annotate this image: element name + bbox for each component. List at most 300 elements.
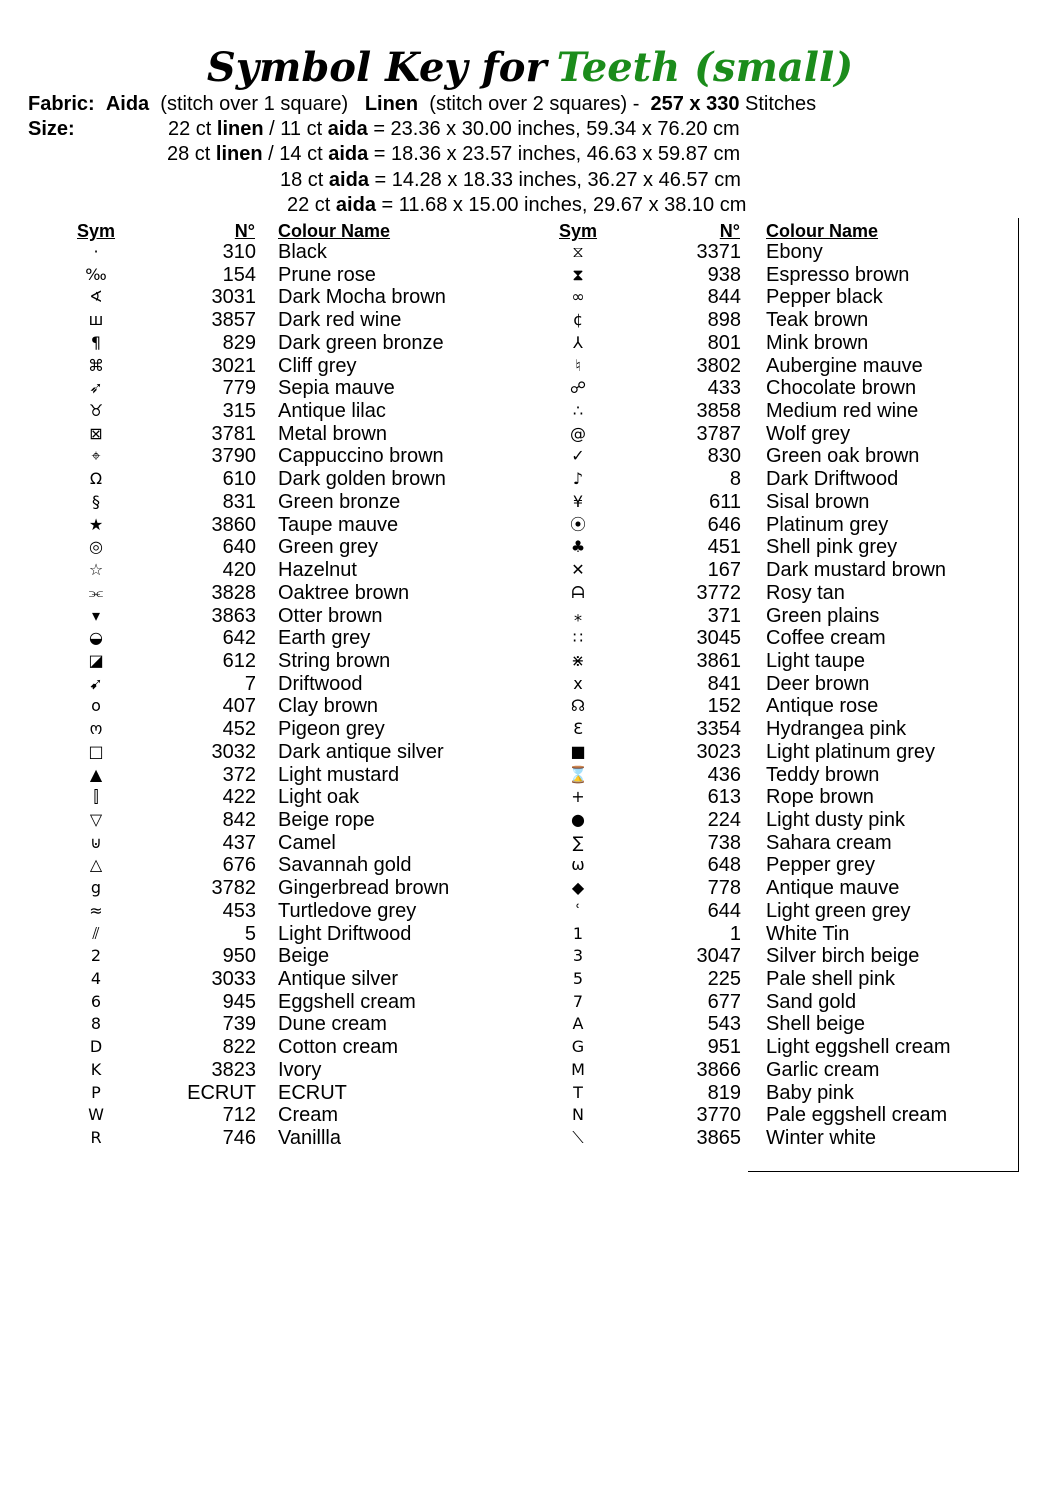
colour-row [0,355,1060,378]
colour-name: Dark antique silver [278,740,444,763]
colour-row [0,514,1060,537]
colour-name: Teak brown [766,309,869,332]
colour-number: 3863 [211,604,256,627]
symbol-glyph: Ω [89,469,103,489]
colour-number: 3828 [211,581,256,604]
colour-name: Pepper grey [766,854,875,877]
colour-name: Vanillla [278,1127,341,1150]
colour-row [0,900,1060,923]
colour-name: ECRUT [278,1081,347,1104]
colour-number: 831 [222,490,256,513]
colour-name: Chocolate brown [766,377,917,400]
colour-row [0,718,1060,741]
right-header-sym: Sym [559,221,598,241]
symbol-glyph: ⧗ [572,264,584,284]
colour-row [0,968,1060,991]
colour-name: Dark Driftwood [766,468,899,491]
colour-name: Mink brown [766,331,869,354]
colour-name: Cream [278,1104,339,1127]
colour-row [0,945,1060,968]
right-header-num: N° [719,221,740,241]
symbol-glyph: · [93,242,99,261]
colour-name: Light Driftwood [278,922,412,945]
colour-row [0,559,1060,582]
colour-number: 225 [707,968,741,991]
size-line-3: 18 ct aida = 14.28 x 18.33 inches, 36.27 x 46.57 cm [280,169,741,191]
symbol-glyph: K [90,1059,102,1079]
symbol-glyph: ★ [88,514,104,534]
colour-number: 8 [729,468,741,491]
colour-number: 746 [222,1127,256,1150]
fabric-aida-note: (stitch over 1 square) [160,93,349,115]
colour-name: Antique rose [766,695,879,718]
colour-name: Light green grey [766,899,911,922]
colour-name: Earth grey [278,627,371,650]
symbol-glyph: 2 [90,946,102,966]
colour-name: Beige [278,945,330,968]
colour-number: 167 [707,559,741,582]
colour-number: 451 [707,536,741,559]
colour-number: 407 [222,695,256,718]
symbol-glyph: ⊠ [89,423,103,443]
colour-number: 3033 [211,968,256,991]
colour-number: 3772 [696,581,741,604]
colour-number: 648 [707,854,741,877]
colour-number: 3023 [696,740,741,763]
colour-name: Medium red wine [766,400,919,423]
pattern-name: Teeth (small) [556,44,854,91]
left-header-name: Colour Name [278,221,391,241]
colour-name: Rosy tan [766,581,845,604]
colour-row [0,650,1060,673]
colour-row [0,605,1060,628]
colour-number: 3354 [696,718,741,741]
colour-name: Camel [278,831,336,854]
symbol-glyph: x [573,673,583,693]
colour-name: Garlic cream [766,1058,880,1081]
left-header-num: N° [234,221,255,241]
colour-number: 841 [707,672,741,695]
colour-number: 371 [707,604,741,627]
colour-name: Ebony [766,241,823,263]
colour-number: 677 [707,990,741,1013]
colour-number: 5 [244,922,256,945]
symbol-glyph: ო [89,719,103,739]
symbol-glyph: ♣ [570,537,586,557]
colour-row [0,832,1060,855]
colour-name: Pepper black [766,286,883,309]
colour-number: 646 [707,513,741,536]
symbol-glyph: R [90,1128,102,1148]
colour-row [0,582,1060,605]
colour-name: Dark Mocha brown [278,286,446,309]
colour-number: ECRUT [187,1081,256,1104]
symbol-glyph: ♉ [88,401,104,421]
colour-number: 436 [707,763,741,786]
colour-name: Beige rope [278,809,375,831]
symbol-glyph: ◆ [571,878,585,898]
symbol-glyph: g [90,878,102,898]
colour-number: 3866 [696,1058,741,1081]
colour-number: 3782 [211,877,256,900]
colour-name: Platinum grey [766,513,889,536]
symbol-glyph: Ɛ [573,719,583,739]
colour-number: 3021 [211,354,256,377]
symbol-glyph: ◒ [89,628,103,648]
stitch-dimensions: 257 x 330 [650,93,740,115]
symbol-glyph: N [572,1105,584,1125]
colour-number: 310 [222,241,256,263]
colour-number: 739 [222,1013,256,1036]
symbol-glyph: ■ [570,741,586,761]
right-header-name: Colour Name [766,221,879,241]
symbol-glyph: G [571,1037,585,1057]
symbol-glyph: 5 [572,969,584,989]
colour-number: 830 [707,445,741,468]
colour-number: 372 [222,763,256,786]
colour-number: 801 [707,331,741,354]
colour-number: 945 [222,990,256,1013]
symbol-glyph: M [571,1059,585,1079]
colour-number: 3045 [696,627,741,650]
colour-name: Shell pink grey [766,536,898,559]
size-line-4: 22 ct aida = 11.68 x 15.00 inches, 29.67 x 38.10 cm [287,194,747,216]
colour-number: 642 [222,627,256,650]
colour-row [0,1059,1060,1082]
symbol-glyph: ∑ [572,832,584,852]
table-border-right [1018,218,1019,1171]
colour-name: Sand gold [766,990,857,1013]
colour-number: 3857 [211,309,256,332]
colour-row [0,377,1060,400]
colour-row [0,627,1060,650]
fabric-line [28,92,816,117]
colour-name: Espresso brown [766,263,910,286]
colour-number: 3047 [696,945,741,968]
symbol-glyph: ➶ [89,378,103,398]
colour-name: Cappuccino brown [278,445,444,468]
colour-name: Sepia mauve [278,377,395,400]
symbol-glyph: ω [571,855,585,875]
colour-row [0,536,1060,559]
colour-name: Pigeon grey [278,718,385,741]
colour-name: Prune rose [278,263,376,286]
colour-number: 829 [222,331,256,354]
colour-number: 420 [222,559,256,582]
colour-row [0,332,1060,355]
symbol-glyph: ∷ [572,628,584,648]
colour-number: 154 [222,263,256,286]
symbol-glyph: ¥ [572,491,584,511]
symbol-glyph: T [573,1082,583,1102]
colour-name: Gingerbread brown [278,877,450,900]
colour-name: Cliff grey [278,354,357,377]
symbol-glyph: ⊍ [90,832,102,852]
colour-number: 640 [222,536,256,559]
symbol-glyph: o [91,696,101,716]
colour-number: 676 [222,854,256,877]
table-border-bottom [748,1171,1019,1172]
colour-name: Winter white [766,1127,877,1150]
colour-number: 898 [707,309,741,332]
symbol-glyph: 1 [572,923,584,943]
colour-name: Light taupe [766,649,865,672]
colour-row [0,241,1060,264]
colour-row [0,309,1060,332]
colour-name: Dark mustard brown [766,559,947,582]
colour-row [0,264,1060,287]
fabric-linen: Linen [364,93,419,115]
symbol-glyph: ◪ [88,650,104,670]
colour-number: 613 [707,786,741,809]
colour-row [0,400,1060,423]
colour-number: 315 [222,400,256,423]
symbol-glyph: ➹ [89,673,103,693]
symbol-glyph: A [572,1014,584,1034]
colour-name: Light eggshell cream [766,1036,951,1059]
symbol-glyph: ∴ [572,401,584,421]
colour-name: Sahara cream [766,831,892,854]
colour-number: 612 [222,649,256,672]
colour-row [0,286,1060,309]
colour-name: Metal brown [278,422,387,445]
symbol-glyph: ⌘ [88,355,104,375]
colour-row [0,923,1060,946]
symbol-glyph: ▾ [91,605,101,625]
colour-row [0,491,1060,514]
stitches-label: Stitches [745,93,817,115]
colour-number: 3861 [696,649,741,672]
colour-number: 3031 [211,286,256,309]
colour-name: Taupe mauve [278,513,399,536]
colour-name: Baby pink [766,1081,854,1104]
colour-row [0,1104,1060,1127]
colour-name: Pale shell pink [766,968,895,991]
colour-row [0,423,1060,446]
symbol-glyph: ☍ [569,378,587,398]
colour-name: Shell beige [766,1013,865,1036]
symbol-glyph: ♮ [575,355,581,375]
colour-name: Light mustard [278,763,400,786]
colour-number: 712 [222,1104,256,1127]
colour-name: Deer brown [766,672,870,695]
colour-name: Eggshell cream [278,990,416,1013]
colour-name: Oaktree brown [278,581,410,604]
symbol-glyph: ⌛ [568,764,588,784]
colour-number: 433 [707,377,741,400]
colour-number: 224 [707,809,741,831]
colour-name: Hydrangea pink [766,718,907,741]
colour-row [0,764,1060,787]
colour-number: 3371 [696,241,741,263]
colour-number: 3865 [696,1127,741,1150]
colour-name: Rope brown [766,786,874,809]
colour-row [0,741,1060,764]
colour-name: Antique lilac [278,400,386,423]
colour-name: Coffee cream [766,627,886,650]
colour-row [0,1127,1060,1150]
symbol-glyph: P [91,1082,101,1102]
colour-row [0,991,1060,1014]
colour-name: Green oak brown [766,445,920,468]
colour-name: Savannah gold [278,854,412,877]
colour-number: 452 [222,718,256,741]
colour-number: 1 [729,922,741,945]
symbol-glyph: ⟍ [572,1128,584,1148]
colour-name: Light platinum grey [766,740,935,763]
symbol-glyph: ◎ [89,537,103,557]
size-line-2: 28 ct linen / 14 ct aida = 18.36 x 23.57 inches, 46.63 x 59.87 cm [167,143,741,165]
fabric-linen-note: (stitch over 2 squares) - [429,93,640,115]
symbol-glyph: ⫘ [88,582,104,602]
symbol-glyph: ✓ [571,446,585,466]
symbol-glyph: ∢ [89,287,103,307]
symbol-glyph: ⅄ [573,332,583,352]
colour-row [0,854,1060,877]
symbol-glyph: ⁎ [574,605,582,625]
colour-number: 610 [222,468,256,491]
colour-name: Cotton cream [278,1036,399,1059]
colour-name: Antique mauve [766,877,900,900]
colour-number: 822 [222,1036,256,1059]
colour-name: Clay brown [278,695,379,718]
title-prefix: Symbol Key for [206,44,547,91]
colour-row [0,1013,1060,1036]
fabric-label: Fabric: [28,93,95,115]
colour-name: Pale eggshell cream [766,1104,948,1127]
colour-number: 644 [707,899,741,922]
colour-name: Green bronze [278,490,401,513]
symbol-glyph: □ [88,741,104,761]
colour-name: Green grey [278,536,379,559]
colour-row [0,673,1060,696]
colour-number: 3787 [696,422,741,445]
symbol-glyph: @ [570,423,586,443]
symbol-glyph: 3 [572,946,584,966]
symbol-glyph: ⫽ [92,923,100,943]
colour-number: 3032 [211,740,256,763]
symbol-glyph: ▽ [89,810,103,829]
symbol-glyph: ☆ [88,560,104,580]
colour-number: 779 [222,377,256,400]
colour-name: String brown [278,649,391,672]
colour-number: 938 [707,263,741,286]
colour-number: 453 [222,899,256,922]
size-line-1: 22 ct linen / 11 ct aida = 23.36 x 30.00 inches, 59.34 x 76.20 cm [168,118,740,140]
colour-number: 950 [222,945,256,968]
colour-name: Teddy brown [766,763,880,786]
colour-number: 3860 [211,513,256,536]
symbol-glyph: ᗩ [571,582,585,602]
colour-name: Green plains [766,604,880,627]
colour-name: Black [278,241,327,263]
colour-number: 738 [707,831,741,854]
page-title [0,42,1060,94]
symbol-glyph: ш [88,310,104,330]
colour-number: 3790 [211,445,256,468]
colour-name: Turtledove grey [278,899,417,922]
colour-name: Dark golden brown [278,468,446,491]
symbol-glyph: W [88,1105,104,1125]
colour-row [0,877,1060,900]
symbol-glyph: D [89,1037,103,1057]
colour-name: Antique silver [278,968,399,991]
colour-name: Hazelnut [278,559,357,582]
colour-row [0,1082,1060,1105]
fabric-aida: Aida [105,93,150,115]
symbol-glyph: ⧖ [572,242,584,261]
left-header-sym: Sym [77,221,116,241]
colour-name: Dune cream [278,1013,387,1036]
symbol-glyph: ⋇ [571,650,585,670]
symbol-glyph: 8 [90,1014,102,1034]
colour-row [0,786,1060,809]
symbol-glyph: + [571,787,585,807]
colour-number: 3823 [211,1058,256,1081]
symbol-glyph: ⦿ [569,514,586,534]
colour-row [0,468,1060,491]
colour-number: 3770 [696,1104,741,1127]
colour-number: 152 [707,695,741,718]
colour-number: 611 [709,490,741,513]
size-label: Size: [28,118,75,140]
colour-name: Driftwood [278,672,363,695]
symbol-glyph: ♪ [572,469,584,489]
colour-number: 778 [707,877,741,900]
symbol-glyph: ⫿ [93,787,99,807]
symbol-glyph: 7 [572,991,584,1011]
colour-name: Otter brown [278,604,383,627]
colour-number: 819 [707,1081,741,1104]
colour-name: Light oak [278,786,360,809]
colour-name: Light dusty pink [766,809,905,831]
colour-name: Dark red wine [278,309,402,332]
colour-row [0,1036,1060,1059]
symbol-glyph: ☊ [570,696,586,716]
colour-number: 842 [222,809,256,831]
colour-number: 3802 [696,354,741,377]
colour-name: Silver birch beige [766,945,920,968]
colour-number: 437 [222,831,256,854]
symbol-glyph: ▲ [89,764,103,784]
symbol-glyph: 4 [90,969,102,989]
colour-name: Aubergine mauve [766,354,923,377]
colour-name: Sisal brown [766,490,870,513]
symbol-glyph: ✕ [571,560,585,580]
colour-number: 7 [244,672,256,695]
colour-number: 951 [707,1036,741,1059]
symbol-glyph: 6 [90,991,102,1011]
symbol-glyph: § [92,491,100,511]
colour-number: 3858 [696,400,741,423]
symbol-glyph: ¢ [572,310,584,330]
colour-row [0,445,1060,468]
symbol-glyph: ʿ [575,900,581,920]
colour-number: 422 [222,786,256,809]
symbol-glyph: ● [571,810,585,829]
colour-name: White Tin [766,922,850,945]
colour-name: Dark green bronze [278,331,444,354]
colour-name: Ivory [278,1058,322,1081]
colour-number: 844 [707,286,741,309]
colour-number: 3781 [211,422,256,445]
symbol-glyph: ‰ [85,264,107,284]
symbol-glyph: △ [89,855,103,875]
colour-row [0,695,1060,718]
symbol-glyph: ≈ [89,900,103,920]
symbol-glyph: ¶ [90,332,102,352]
colour-row [0,809,1060,832]
